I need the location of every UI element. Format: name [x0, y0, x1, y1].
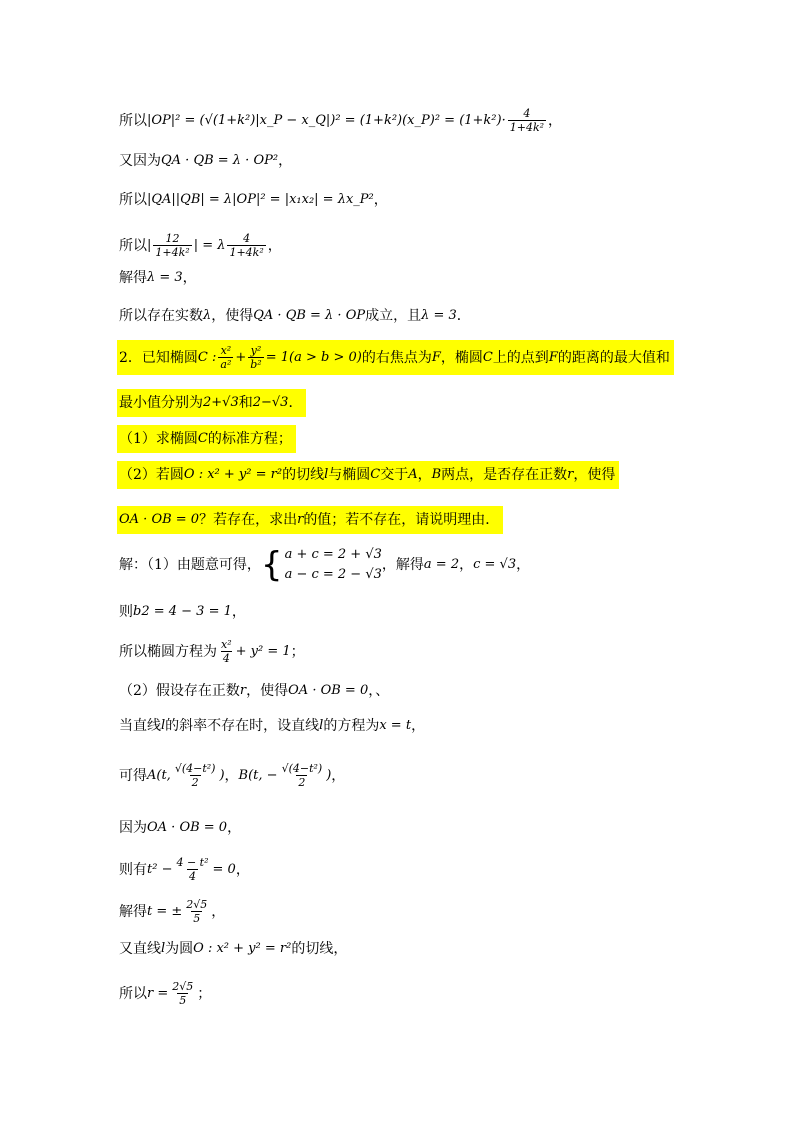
fraction-denominator: 1+4k²	[229, 246, 264, 259]
fraction-numerator: 12	[165, 232, 180, 245]
math-symbol: r	[567, 467, 574, 482]
equation-system	[261, 545, 382, 585]
text: 的斜率不存在时，设直线	[165, 718, 320, 734]
punctuation: ，	[373, 192, 388, 208]
solution-part-1-system	[119, 545, 530, 585]
text: ，使得	[246, 683, 289, 699]
fraction	[218, 344, 233, 371]
solution-line-op-squared	[119, 107, 562, 134]
fraction-numerator: 4	[523, 107, 531, 120]
fraction-denominator: 1+4k²	[509, 121, 545, 134]
fraction-denominator: 5	[179, 994, 187, 1007]
text: 和	[238, 395, 253, 411]
math-expression: b2 = 4 − 3 = 1	[133, 604, 232, 619]
fraction-denominator: 4	[222, 652, 230, 665]
math-symbol: l	[161, 718, 166, 733]
solution-line-points	[119, 762, 345, 789]
text: 解得	[119, 903, 147, 920]
solution-line-r-result	[119, 980, 211, 1007]
math-expression: |OP|² = (√(1+k²)|x_P − x_Q|)² = (1+k²)(x_P)² = (1+k²)·	[147, 112, 506, 128]
math-expression: QA · QB = λ · OP²	[161, 153, 279, 168]
math-expression: + y² = 1	[235, 643, 291, 659]
math-expression: O : x² + y² = r²	[193, 941, 292, 956]
highlight-block	[117, 506, 503, 534]
solution-line-ellipse-equation	[119, 638, 305, 665]
punctuation: ，	[516, 557, 531, 573]
text: 则	[119, 604, 133, 620]
fraction-denominator: a²	[220, 358, 232, 371]
math-symbol: C	[370, 467, 381, 482]
math-expression: OA · OB = 0	[119, 512, 200, 527]
fraction-numerator: √(4−t²)	[281, 762, 323, 775]
math-expression: r =	[147, 985, 169, 1001]
solution-line-vertical-case	[119, 716, 425, 736]
fraction-denominator: b²	[250, 358, 262, 371]
fraction-numerator: 2√5	[172, 980, 194, 993]
text: （2）若圆	[119, 467, 184, 483]
punctuation: ，	[211, 903, 226, 920]
fraction-numerator: x²	[221, 638, 232, 651]
question-2-part-1	[117, 425, 296, 453]
fraction	[173, 762, 218, 789]
math-expression: = 1(a > b > 0)	[265, 349, 362, 365]
punctuation: ，	[331, 767, 346, 784]
math-expression: 2−√3	[252, 395, 289, 410]
text: 的值；若不存在，请说明理由．	[303, 512, 500, 528]
punctuation: ；	[290, 643, 305, 660]
math-symbol: l	[161, 941, 166, 956]
solution-line-tangent	[119, 939, 347, 959]
fraction	[174, 856, 210, 883]
math-expression: )	[219, 767, 225, 783]
math-expression: t² −	[147, 861, 173, 877]
text: 因为	[119, 820, 147, 836]
text: ？若存在，求出	[199, 512, 298, 528]
punctuation: ，	[231, 604, 246, 620]
punctuation: ．	[456, 308, 471, 324]
math-expression: c = √3	[473, 557, 517, 572]
math-symbol: l	[319, 718, 324, 733]
fraction-denominator: 4	[188, 870, 196, 883]
math-expression: λ = 3	[421, 308, 457, 323]
fraction-numerator: y²	[250, 344, 262, 357]
solution-line-vector-condition	[119, 151, 292, 171]
solution-part-2-assume	[119, 681, 389, 701]
text: 的方程为	[323, 718, 380, 734]
solution-line-product	[119, 190, 388, 210]
fraction-numerator: 4	[243, 232, 251, 245]
solution-line-b	[119, 602, 246, 622]
math-symbol: λ	[203, 308, 212, 323]
text: （2）假设存在正数	[119, 683, 240, 699]
highlight-block	[117, 340, 674, 375]
text: 的切线	[282, 467, 325, 483]
fraction-denominator: 1+4k²	[155, 246, 190, 259]
text: 2．已知椭圆	[119, 349, 198, 366]
text: （1）求椭圆	[119, 431, 198, 447]
math-symbol: F	[431, 349, 441, 365]
math-symbol: F	[548, 349, 558, 365]
fraction-numerator: 4 − t²	[176, 856, 209, 869]
question-2-part-2-line-2	[117, 506, 503, 534]
punctuation: ，	[278, 153, 293, 169]
text: ，使得	[573, 467, 616, 483]
fraction	[227, 232, 265, 259]
math-expression: |QA||QB| = λ|OP|² = |x₁x₂| = λx_P²	[147, 192, 374, 207]
text: 的距离的最大值和	[557, 349, 670, 366]
solution-line-conclusion	[119, 306, 471, 326]
math-symbol: C	[197, 431, 208, 446]
math-expression: OA · OB = 0	[288, 683, 369, 698]
punctuation: ，	[224, 767, 239, 784]
highlight-block	[117, 389, 306, 417]
fraction-denominator: 2	[298, 776, 306, 789]
solution-line-lambda-result	[119, 268, 197, 288]
math-symbol: r	[239, 683, 247, 698]
text: 的右焦点为	[361, 349, 432, 366]
text: 则有	[119, 861, 147, 878]
solution-line-t-equation	[119, 856, 250, 883]
text: ，椭圆	[440, 349, 483, 366]
math-expression: QA · QB = λ · OP	[253, 308, 366, 323]
fraction-denominator: 5	[193, 912, 201, 925]
math-expression: C :	[197, 349, 217, 365]
text-prefix: 又因为	[119, 153, 161, 169]
punctuation: ，	[548, 112, 563, 129]
text: 又直线	[119, 941, 161, 957]
text: 与椭圆	[328, 467, 371, 483]
punctuation: ，	[235, 861, 250, 878]
math-expression: O : x² + y² = r²	[183, 467, 283, 482]
fraction	[153, 232, 191, 259]
math-expression: x = t	[379, 718, 412, 733]
text: 最小值分别为	[119, 395, 203, 411]
text: 为圆	[165, 941, 194, 957]
text: 解：（1）由题意可得，	[119, 557, 261, 573]
punctuation: ．	[288, 395, 303, 411]
math-expression: t = ±	[147, 903, 183, 919]
punctuation: ，	[267, 237, 282, 254]
punctuation: ，	[227, 820, 242, 836]
math-symbol: A	[408, 467, 418, 482]
highlight-block	[117, 461, 619, 489]
math-expression: = 0	[212, 861, 236, 877]
highlight-block	[117, 425, 296, 453]
fraction-denominator: 2	[191, 776, 199, 789]
question-2-line-2	[117, 389, 306, 417]
punctuation: ；	[197, 985, 212, 1002]
text-prefix: 所以	[119, 237, 147, 254]
text: 可得	[119, 767, 147, 784]
text: ，	[417, 467, 432, 483]
math-expression: B(t, −	[238, 767, 278, 783]
punctuation: ，	[459, 557, 474, 573]
text: 上的点到	[492, 349, 549, 366]
fraction-numerator: 2√5	[186, 898, 208, 911]
math-symbol: l	[324, 467, 329, 482]
math-expression: )	[326, 767, 332, 783]
text: 的标准方程；	[207, 431, 292, 447]
fraction	[219, 638, 234, 665]
solution-line-t-result	[119, 898, 225, 925]
text-prefix: 所以	[119, 192, 147, 208]
text: 解得	[119, 270, 147, 286]
text: 两点，是否存在正数	[441, 467, 568, 483]
fraction	[248, 344, 263, 371]
math-symbol: r	[297, 512, 304, 527]
punctuation: ，	[182, 270, 197, 286]
math-symbol: B	[431, 467, 442, 482]
math-expression: a = 2	[423, 557, 460, 572]
text: 成立，且	[365, 308, 422, 324]
fraction	[184, 898, 209, 925]
math-expression: | = λ	[193, 237, 226, 253]
text-prefix: 所以	[119, 112, 147, 129]
math-expression: A(t,	[147, 767, 171, 783]
math-expression: OA · OB = 0	[147, 820, 228, 835]
text: ，解得	[381, 557, 424, 573]
solution-line-because	[119, 818, 241, 838]
brace-glyph: {	[260, 545, 283, 585]
math-expression: 2+√3	[203, 395, 239, 410]
question-2-part-2-line-1	[117, 461, 619, 489]
fraction	[508, 107, 546, 134]
text-prefix: 所以存在实数	[119, 308, 203, 324]
equation-row: a − c = 2 − √3	[284, 567, 382, 582]
punctuation: ，	[411, 718, 426, 734]
text: 所以	[119, 985, 147, 1002]
math-symbol: C	[482, 349, 493, 365]
fraction	[170, 980, 195, 1007]
text: 交于	[380, 467, 409, 483]
text: 的切线，	[291, 941, 348, 957]
solution-line-fraction-equation: 所以 | $\frac{12}{\text{1+4k²}}$ | = λ $\frac{4}{\text{1+4k²}}$ ，	[119, 232, 282, 259]
math-expression: λ = 3	[147, 270, 183, 285]
punctuation: ，、	[368, 683, 390, 699]
text: ，使得	[211, 308, 254, 324]
fraction-numerator: x²	[220, 344, 232, 357]
text: 当直线	[119, 718, 161, 734]
equation-row: a + c = 2 + √3	[284, 547, 382, 562]
fraction-numerator: √(4−t²)	[174, 762, 216, 775]
fraction	[280, 762, 325, 789]
text: 所以椭圆方程为	[119, 643, 217, 660]
question-2-line-1	[117, 340, 674, 375]
math-operator: +	[235, 349, 247, 365]
